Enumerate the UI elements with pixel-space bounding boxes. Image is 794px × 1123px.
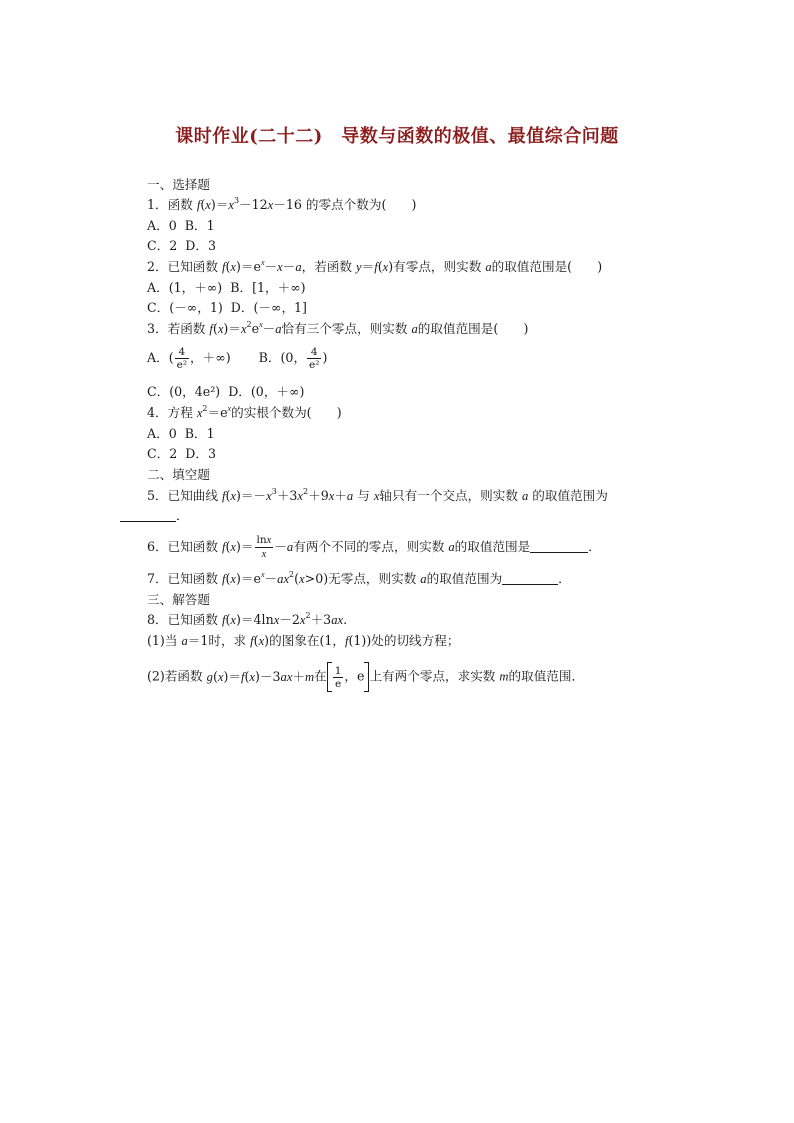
- q8-p2-e: ，e: [344, 668, 365, 684]
- q4-rest: 的实根个数为( ): [231, 405, 342, 420]
- q5-rest1: 与: [357, 488, 370, 503]
- q4-option-b: B．1: [184, 426, 215, 441]
- q2-tail: 的取值范围是( ): [491, 259, 603, 274]
- q3-option-b-fraction: $\frac{4}{\text{e²}}$: [309, 346, 320, 371]
- q3-option-d: D．(0，＋∞): [228, 384, 305, 399]
- question-4: [147, 405, 342, 421]
- q3-formula: $f(x)=x^2e^x-a$: [209, 320, 282, 336]
- q4-options-row1: [147, 426, 215, 442]
- q2-var-a: a: [485, 260, 492, 274]
- q2-number: 2．: [147, 259, 168, 274]
- section-answer-heading: 三、解答题: [147, 592, 210, 607]
- q6-lead: 已知函数: [167, 539, 218, 554]
- q6-number: 6．: [147, 539, 168, 554]
- section-choice-heading: 一、选择题: [147, 177, 210, 192]
- q5-var-a: a: [521, 489, 529, 503]
- q8-p1-formula: a＝1: [181, 633, 209, 648]
- q3-tail: 的取值范围是( ): [417, 321, 529, 336]
- question-3: [147, 321, 528, 337]
- q3-number: 3．: [147, 321, 168, 336]
- q2-formula: $f(x)=e^x-x-a$: [222, 258, 302, 274]
- q5-rest2: 轴只有一个交点，则实数: [379, 488, 518, 503]
- q5-end: ．: [176, 508, 189, 523]
- q7-formula: $f(x)=e^x-ax^2(x>0)$: [222, 570, 329, 586]
- q2-option-d: D．(－∞，1]: [230, 300, 307, 315]
- q8-number: 8．: [147, 612, 168, 627]
- q8-part-2: [147, 662, 584, 692]
- q8-p2-tail: 的取值范围．: [508, 668, 585, 684]
- q7-rest: 无零点，则实数: [328, 571, 417, 586]
- question-6: [147, 534, 601, 561]
- q8-p2-fraction: $\frac{1}{e}$: [334, 664, 342, 690]
- q5-answer-blank[interactable]: [120, 509, 176, 522]
- q8-p2-in: 在: [314, 668, 327, 684]
- q8-p2-rest: 上有两个零点，求实数: [369, 668, 496, 684]
- q5-lead: 已知曲线: [167, 488, 218, 503]
- page-title: 课时作业(二十二) 导数与函数的极值、最值综合问题: [175, 126, 619, 147]
- q5-number: 5．: [147, 488, 168, 503]
- q1-number: 1．: [147, 197, 168, 212]
- q4-number: 4．: [147, 405, 168, 420]
- question-1: [147, 197, 416, 213]
- q3-options-row1: [147, 346, 327, 371]
- q8-formula: $f(x)=4\ln x-2x^2+3ax$.: [222, 611, 348, 627]
- q5-tail: 的取值范围为: [532, 488, 608, 503]
- q4-option-c: C．2: [147, 446, 178, 461]
- q8-p1-lead: (1)当: [147, 633, 178, 648]
- q5-var-x: x: [373, 489, 380, 503]
- q7-number: 7．: [147, 571, 168, 586]
- q8-p2-var-m: m: [499, 669, 509, 684]
- q8-p2-formula: g(x)＝f(x)－3ax＋m: [206, 668, 315, 684]
- q3-var-a: a: [411, 322, 418, 336]
- q2-option-a: A．(1，＋∞): [147, 280, 223, 295]
- q1-lead: 函数: [167, 197, 193, 212]
- q3-option-a-fraction: $\frac{4}{\text{e²}}$: [176, 346, 188, 371]
- section-fill-heading: 二、填空题: [147, 467, 210, 482]
- q4-option-a: A．0: [147, 426, 177, 441]
- q3-rest: 恰有三个零点，则实数: [281, 321, 408, 336]
- q6-fraction: $\frac{\ln x}{x}$: [256, 534, 272, 560]
- q3-lead: 若函数: [167, 321, 206, 336]
- q6-tail: 的取值范围是: [454, 539, 531, 554]
- q8-p2-lead: (2)若函数: [147, 668, 203, 684]
- q2-formula-y: y＝f(x): [356, 259, 394, 274]
- q3-option-c: C．(0，4e²): [147, 384, 221, 399]
- q6-answer-blank[interactable]: [530, 540, 588, 553]
- q7-var-a: a: [420, 572, 427, 586]
- q6-formula: f(x)＝ $\frac{\ln x}{x}$ －a: [222, 534, 294, 560]
- q2-options-row1: [147, 280, 306, 296]
- q2-option-c: C．(－∞，1): [147, 300, 223, 315]
- q3-option-a: A．( $\frac{4}{\text{e²}}$ ，＋∞): [147, 346, 231, 371]
- question-5: [147, 488, 608, 504]
- q2-mid: ，若函数: [301, 259, 352, 274]
- q7-end: ．: [558, 571, 571, 586]
- q3-option-b: B．(0， $\frac{4}{\text{e²}}$ ): [258, 346, 328, 371]
- q4-option-d: D．3: [185, 446, 216, 461]
- q3-options-row2: [147, 384, 304, 400]
- q7-lead: 已知函数: [167, 571, 218, 586]
- q5-continuation: [120, 508, 189, 524]
- q8-lead: 已知函数: [167, 612, 218, 627]
- q1-option-c: C．2: [147, 238, 178, 253]
- q6-end: ．: [588, 539, 601, 554]
- q1-options-row2: [147, 238, 216, 254]
- q1-option-b: B．1: [184, 218, 215, 233]
- q1-rest: 的零点个数为( ): [305, 197, 417, 212]
- q1-options-row1: [147, 218, 215, 234]
- question-2: [147, 259, 602, 275]
- q5-formula: $f(x)=-x^3+3x^2+9x+a$: [222, 487, 354, 503]
- q4-lead: 方程: [167, 405, 193, 420]
- q8-p1-fx: f(x): [250, 633, 270, 648]
- q2-rest: 有零点，则实数: [393, 259, 482, 274]
- q1-option-a: A．0: [147, 218, 177, 233]
- q1-option-d: D．3: [185, 238, 216, 253]
- q4-formula: $x^2=e^x$: [196, 404, 232, 420]
- q1-formula: $f(x)=x^3-12x-16$: [196, 196, 302, 212]
- q8-p1-tail: 的图象在(1，: [269, 633, 345, 648]
- q8-part-1: [147, 633, 459, 649]
- question-8: [147, 612, 347, 628]
- q2-lead: 已知函数: [167, 259, 218, 274]
- q6-rest: 有两个不同的零点，则实数: [293, 539, 445, 554]
- q4-options-row2: [147, 446, 216, 462]
- left-bracket-icon: [327, 662, 332, 692]
- q7-answer-blank[interactable]: [502, 572, 558, 585]
- q2-options-row2: [147, 300, 307, 316]
- q6-var-a: a: [448, 540, 455, 554]
- q7-tail: 的取值范围为: [426, 571, 503, 586]
- q8-p1-f1: f(1): [345, 633, 367, 648]
- q8-p1-rest: 时，求: [208, 633, 247, 648]
- q8-p1-end: )处的切线方程；: [366, 633, 460, 648]
- q2-option-b: B．[1，＋∞): [230, 280, 306, 295]
- question-7: [147, 571, 571, 587]
